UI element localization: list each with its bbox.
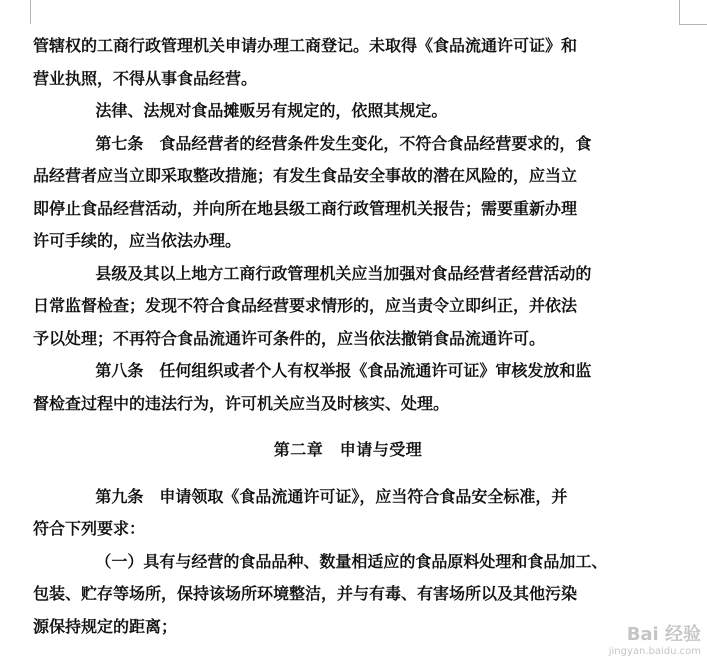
- paragraph-line: 第七条 食品经营者的经营条件发生变化，不符合食品经营要求的，食: [95, 133, 592, 153]
- paragraph-line: 品经营者应当立即采取整改措施；有发生食品安全事故的潜在风险的，应当立: [33, 166, 578, 185]
- right-margin-corner: [679, 24, 707, 25]
- document-body: [33, 30, 663, 643]
- left-margin-marker: [30, 0, 31, 24]
- watermark-logo-text: Bai 经验: [626, 624, 701, 645]
- paragraph-line: 即停止食品经营活动，并向所在地县级工商行政管理机关报告；需要重新办理: [33, 198, 578, 218]
- paragraph-line: 第九条 申请领取《食品流通许可证》，应当符合食品安全标准，并: [95, 486, 568, 506]
- paragraph-line: 法律、法规对食品摊贩另有规定的，依照其规定。: [95, 101, 448, 120]
- paragraph-line: 包装、贮存等场所，保持该场所环境整洁，并与有毒、有害场所以及其他污染: [33, 584, 578, 603]
- paragraph-line: 督检查过程中的违法行为，许可机关应当及时核实、处理。: [33, 393, 450, 413]
- paragraph-line: 第八条 任何组织或者个人有权举报《食品流通许可证》审核发放和监: [95, 361, 592, 380]
- paragraph-line: 源保持规定的距离；: [33, 616, 178, 636]
- paragraph-line: 日常监督检查；发现不符合食品经营要求情形的，应当责令立即纠正，并依法: [33, 296, 578, 315]
- right-margin-marker: [679, 0, 680, 24]
- paragraph-line: 许可手续的，应当依法办理。: [33, 231, 242, 250]
- paragraph-line: 管辖权的工商行政管理机关申请办理工商登记。未取得《食品流通许可证》和: [33, 36, 578, 55]
- paragraph-line: 予以处理；不再符合食品流通许可条件的，应当依法撤销食品流通许可。: [33, 328, 546, 348]
- paragraph-line: 符合下列要求：: [33, 519, 146, 538]
- paragraph-line: 县级及其以上地方工商行政管理机关应当加强对食品经营者经营活动的: [95, 263, 592, 283]
- paragraph-line: （一）具有与经营的食品品种、数量相适应的食品原料处理和食品加工、: [95, 551, 608, 571]
- paragraph-line: 营业执照，不得从事食品经营。: [33, 68, 258, 88]
- site-watermark: [609, 620, 701, 657]
- chapter-heading: 第二章 申请与受理: [273, 440, 423, 459]
- watermark-url: jingyan.baidu.com: [608, 646, 701, 657]
